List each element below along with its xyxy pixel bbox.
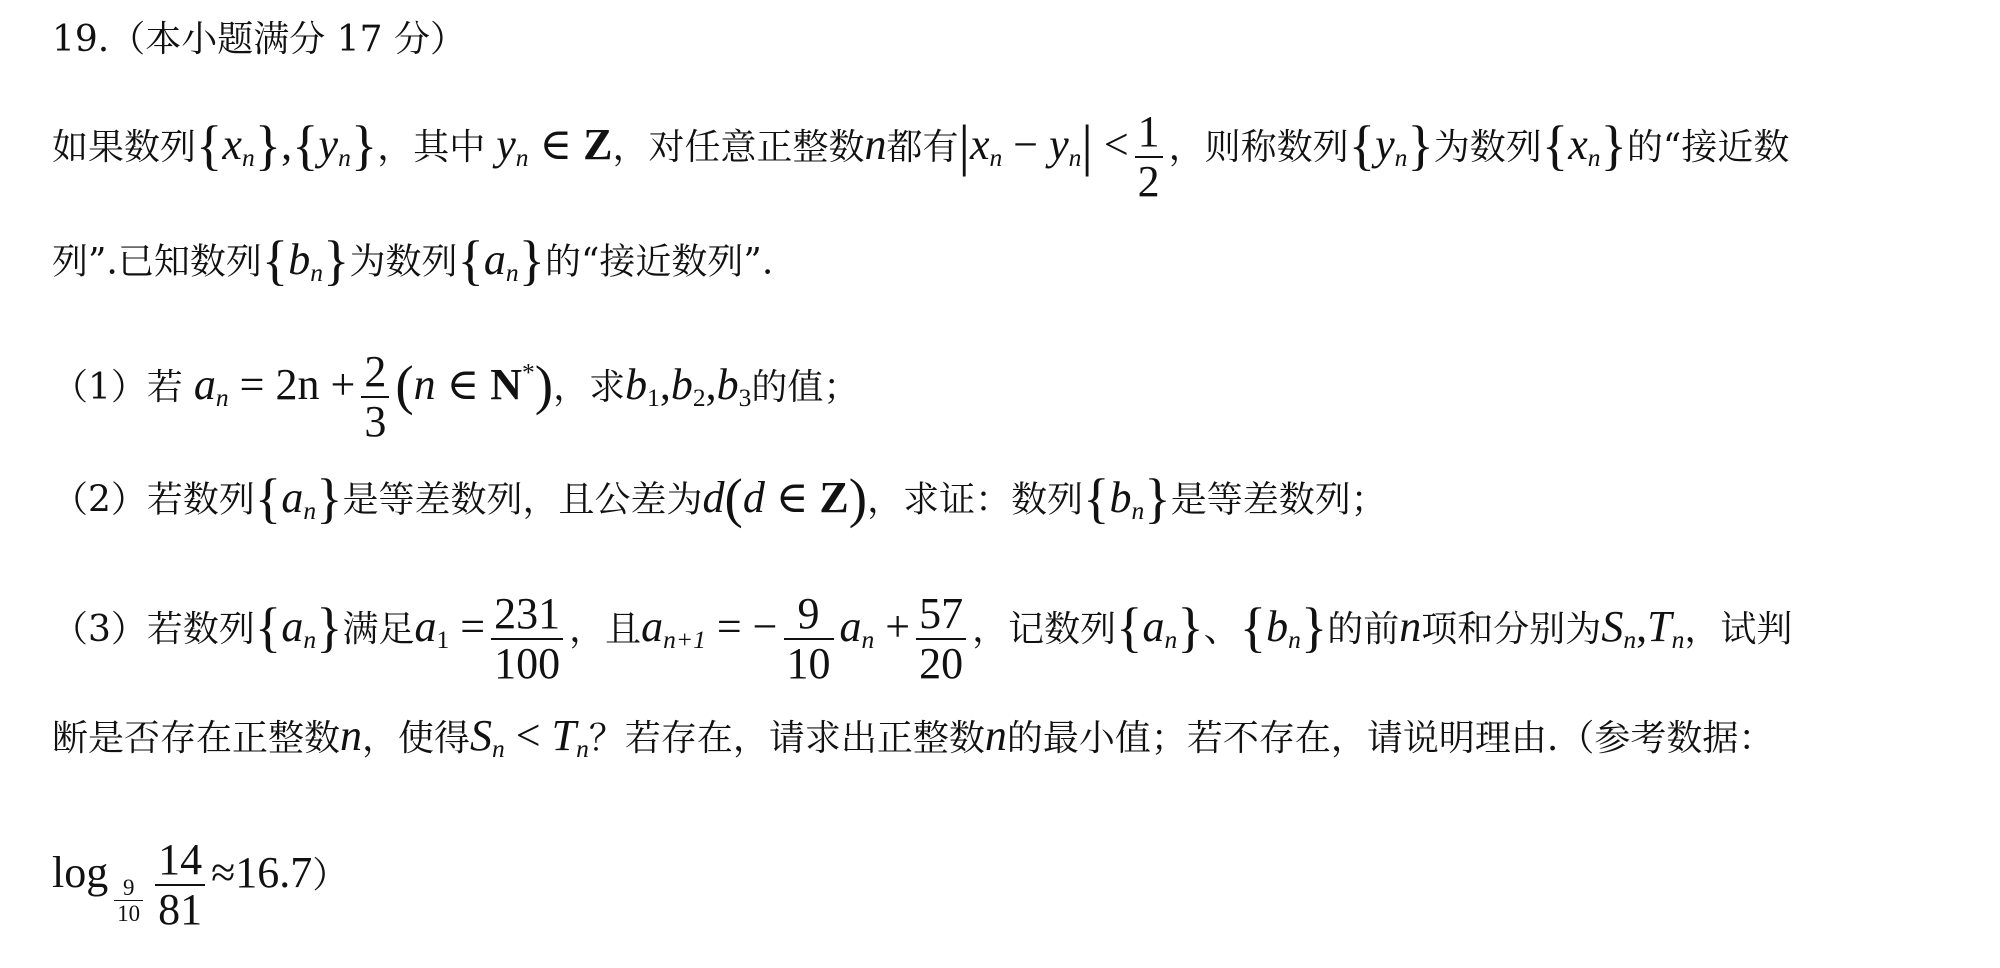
q2-seq-a: $\{a_n\}$ [254, 467, 343, 528]
fraction-57-20: $\frac{57}{20}$ [916, 590, 966, 689]
fraction-one-half: $\frac{1}{2}$ [1135, 108, 1163, 207]
seq-x: $\{x_n\}$ [196, 114, 282, 176]
question-3-continued: 断是否存在正整数n，使得$S_n < T_n$？若存在，请求出正整数n的最小值；若不存在，请说明理由.（参考数据： [52, 711, 1775, 764]
q1-targets: $b_1,b_2,b_3$ [625, 360, 752, 413]
q3-var-n: n [1399, 602, 1422, 651]
q3-recurrence: $a_{n+1}$ = − $\frac{9}{10}$ $a_n$ + $\frac{57}{20}$ [641, 602, 972, 651]
q3-seq-b: $\{b_n\}$ [1239, 596, 1328, 658]
question-1: （1）若 $a_n = 2n$ + $\frac{2}{3}$ (n ∈ N*)，求$b_1,b_2,b_3$的值； [52, 347, 860, 447]
fraction-two-thirds: $\frac{2}{3}$ [361, 348, 389, 447]
var-n: n [864, 120, 887, 169]
line7-var-n-2: n [984, 711, 1007, 760]
question-2: （2）若数列$\{a_n\}$是等差数列，且公差为d(d ∈ Z)，求证：数列$\{b_n\}$是等差数列； [52, 467, 1387, 528]
fraction-14-81: $\frac{14}{81}$ [155, 836, 205, 935]
q3-a1: $a_1$ = $\frac{231}{100}$ [415, 602, 570, 651]
q2-d: d(d ∈ Z) [702, 467, 868, 528]
log-base-fraction: $\frac{9}{10}$ [114, 875, 143, 926]
reference-data: log $\frac{9}{10}$ $\frac{14}{81}$ ≈16.7） [52, 835, 349, 935]
definition-line: 如果数列$\{x_n\},\{y_n\}$，其中 $y_n$ ∈ Z，对任意正整数n都有$|x_n - y_n|$ < $\frac{1}{2}$ ，则称数列$\{y_n\}$为数列$\{x_n\}$的“接近数 [52, 107, 1790, 207]
q3-seq-a-2: $\{a_n\}$ [1116, 596, 1204, 658]
yn-in-z: $y_n$ ∈ Z [496, 120, 613, 173]
question-3: （3）若数列$\{a_n\}$满足$a_1$ = $\frac{231}{100}$ ，且$a_{n+1}$ = − $\frac{9}{10}$ $a_n$ + $\frac{57}{20}$ ，记数列$\{a_n\}$、$\{b_n\}$的前n项和分别为$S_n,T_n$，试判 [52, 589, 1793, 689]
q1-formula: $a_n = 2n$ + $\frac{2}{3}$ (n ∈ N*) [193, 347, 554, 447]
seq-a: $\{a_n\}$ [457, 229, 546, 290]
seq-y-2: $\{y_n\}$ [1348, 114, 1434, 176]
problem-header: 19.（本小题满分 17 分） [52, 19, 466, 60]
seq-y: $\{y_n\}$ [292, 114, 378, 176]
q3-seq-a: $\{a_n\}$ [254, 596, 343, 658]
sn-lt-tn: $S_n < T_n$ [470, 711, 589, 764]
definition-line-2: 列”.已知数列$\{b_n\}$为数列$\{a_n\}$的“接近数列”. [52, 229, 774, 290]
fraction-231-100: $\frac{231}{100}$ [491, 590, 563, 689]
seq-x-2: $\{x_n\}$ [1541, 114, 1627, 176]
q2-seq-b: $\{b_n\}$ [1083, 467, 1171, 528]
fraction-9-10: $\frac{9}{10}$ [784, 590, 834, 689]
seq-b: $\{b_n\}$ [261, 229, 350, 290]
abs-inequality: $|x_n - y_n|$ < $\frac{1}{2}$ [959, 120, 1169, 169]
log-expression: log $\frac{9}{10}$ $\frac{14}{81}$ ≈16.7 [52, 835, 313, 935]
q3-sums: $S_n,T_n$ [1601, 602, 1685, 655]
line7-var-n: n [340, 711, 363, 760]
problem-document [52, 0, 1972, 968]
